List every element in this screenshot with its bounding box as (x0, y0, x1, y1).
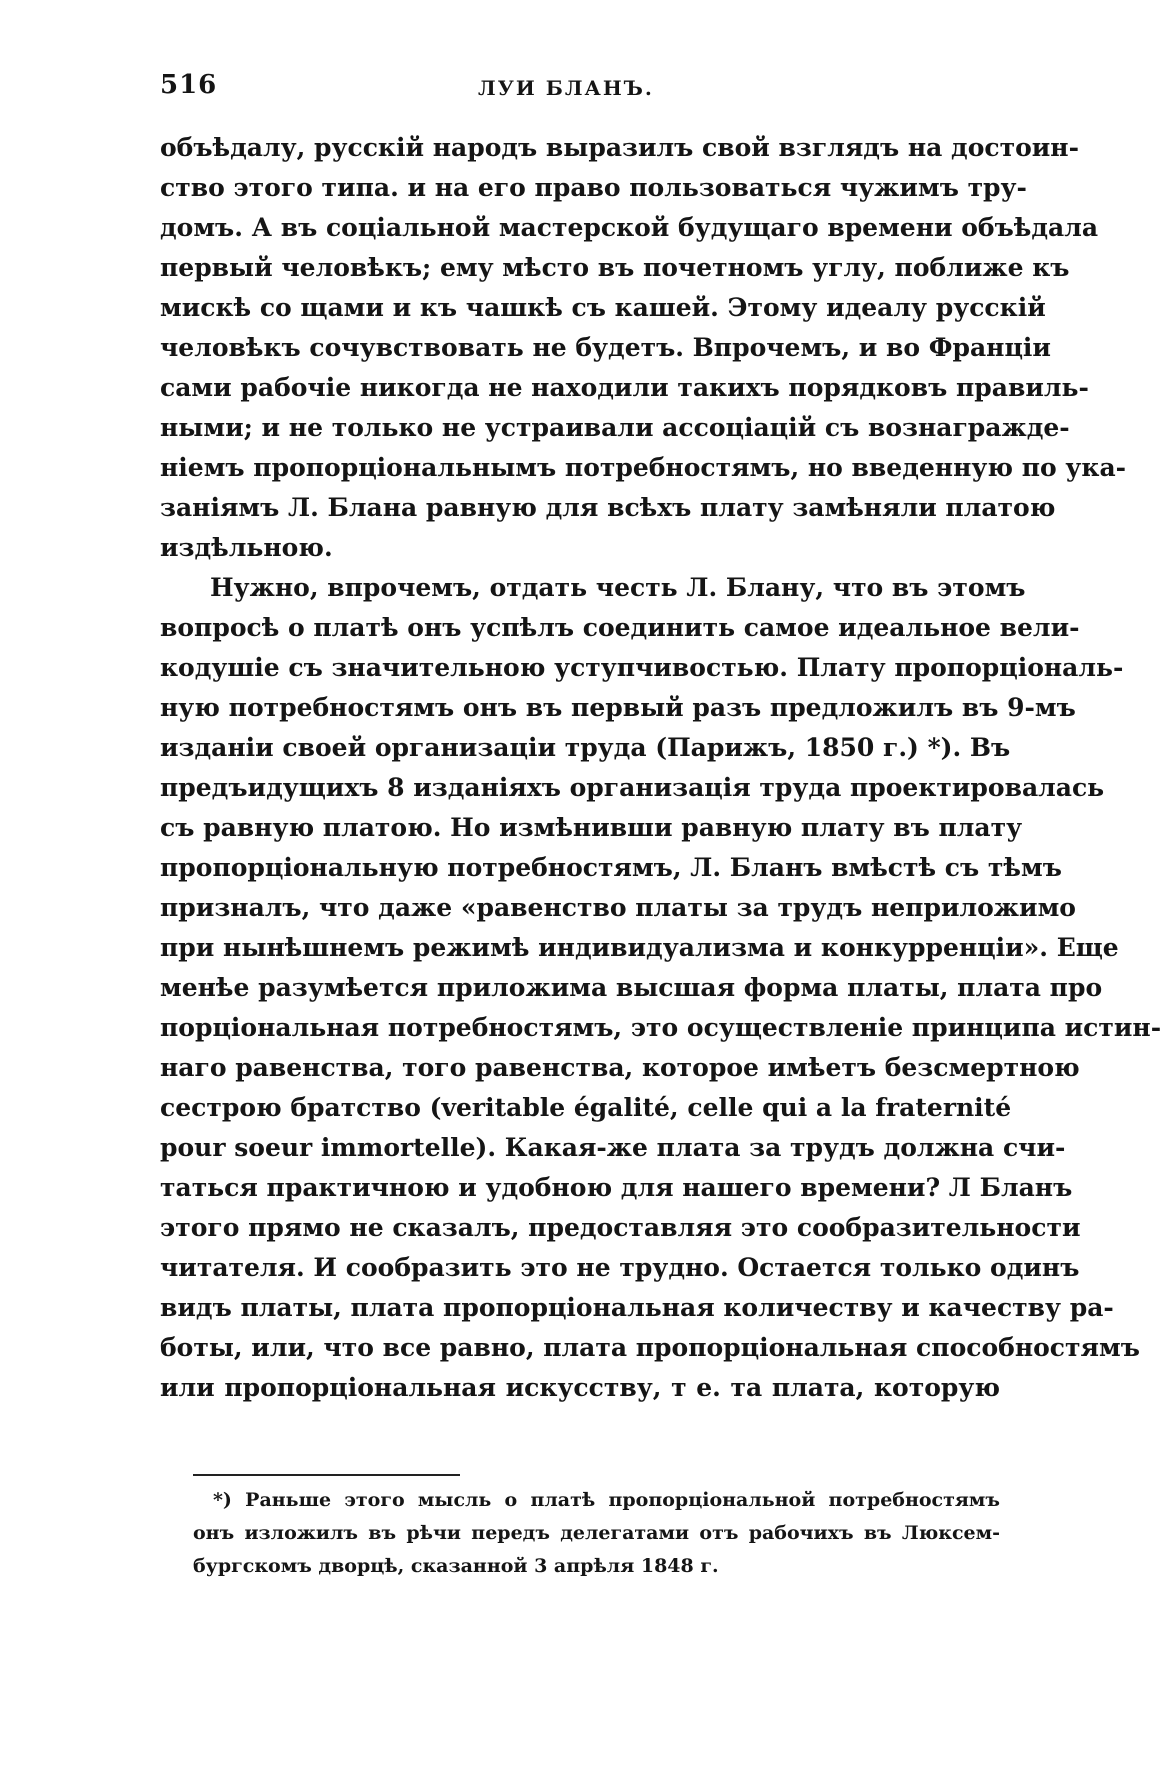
text-line: изданіи своей организаціи труда (Парижъ, 1850 г.) *). Въ (160, 733, 1011, 762)
text-line: наго равенства, того равенства, которое имѣетъ безсмертною (160, 1053, 1080, 1082)
text-line: ніемъ пропорціональнымъ потребностямъ, но введенную по ука- (160, 453, 1127, 482)
text-line: или пропорціональная искусству, т е. та плата, которую (160, 1373, 1000, 1402)
text-line: ную потребностямъ онъ въ первый разъ предложилъ въ 9-мъ (160, 693, 1076, 722)
text-line: призналъ, что даже «равенство платы за трудъ неприложимо (160, 893, 1076, 922)
text-line: вопросѣ о платѣ онъ успѣлъ соединить самое идеальное вели- (160, 613, 1080, 642)
text-line: pour soeur immortelle). Какая-же плата за трудъ должна счи- (160, 1133, 1066, 1162)
text-line: человѣкъ сочувствовать не будетъ. Впрочемъ, и во Франціи (160, 333, 1051, 362)
text-line: мискѣ со щами и къ чашкѣ съ кашей. Этому идеалу русскій (160, 293, 1046, 322)
text-line: кодушіе съ значительною уступчивостью. Плату пропорціональ- (160, 653, 1124, 682)
text-line: предъидущихъ 8 изданіяхъ организація труда проектировалась (160, 773, 1105, 802)
footnote-line: онъ изложилъ въ рѣчи передъ делегатами отъ рабочихъ въ Люксем- (193, 1522, 1000, 1544)
text-line: заніямъ Л. Блана равную для всѣхъ плату замѣняли платою (160, 493, 1056, 522)
text-line: объѣдалу, русскій народъ выразилъ свой взглядъ на достоин- (160, 133, 1079, 162)
text-line: домъ. А въ соціальной мастерской будущаго времени объѣдала (160, 213, 1099, 242)
text-line: читателя. И сообразить это не трудно. Остается только одинъ (160, 1253, 1080, 1282)
text-line: менѣе разумѣется приложима высшая форма платы, плата про (160, 973, 1103, 1002)
footnote (193, 1484, 1000, 1583)
text-line: боты, или, что все равно, плата пропорціональная способностямъ (160, 1333, 1140, 1362)
body-text (160, 128, 1161, 1408)
footnote-line: *) Раньше этого мысль о платѣ пропорціональной потребностямъ (213, 1489, 1000, 1511)
text-line: порціональная потребностямъ, это осуществленіе принципа истин- (160, 1013, 1161, 1042)
text-line: съ равную платою. Но измѣнивши равную плату въ плату (160, 813, 1023, 842)
paragraph-first-line: Нужно, впрочемъ, отдать честь Л. Блану, что въ этомъ (210, 573, 1026, 602)
text-line: таться практичною и удобною для нашего времени? Л Бланъ (160, 1173, 1073, 1202)
text-line: видъ платы, плата пропорціональная количеству и качеству ра- (160, 1293, 1114, 1322)
text-line: пропорціональную потребностямъ, Л. Бланъ вмѣстѣ съ тѣмъ (160, 853, 1062, 882)
footnote-divider (193, 1474, 460, 1476)
text-line: первый человѣкъ; ему мѣсто въ почетномъ углу, поближе къ (160, 253, 1070, 282)
text-line: ными; и не только не устраивали ассоціацій съ вознагражде- (160, 413, 1070, 442)
running-head-title: ЛУИ БЛАНЪ. (478, 76, 654, 100)
text-line: издѣльною. (160, 533, 333, 562)
page-number: 516 (160, 70, 218, 100)
running-head (160, 70, 1000, 110)
text-line: этого прямо не сказалъ, предоставляя это сообразительности (160, 1213, 1081, 1242)
text-line: сами рабочіе никогда не находили такихъ порядковъ правиль- (160, 373, 1089, 402)
text-line: сестрою братство (veritable égalité, celle qui a la fraternité (160, 1093, 1012, 1122)
footnote-line: бургскомъ дворцѣ, сказанной 3 апрѣля 1848 г. (193, 1555, 719, 1577)
text-line: ство этого типа. и на его право пользоваться чужимъ тру- (160, 173, 1027, 202)
text-line: при нынѣшнемъ режимѣ индивидуализма и конкурренціи». Еще (160, 933, 1119, 962)
